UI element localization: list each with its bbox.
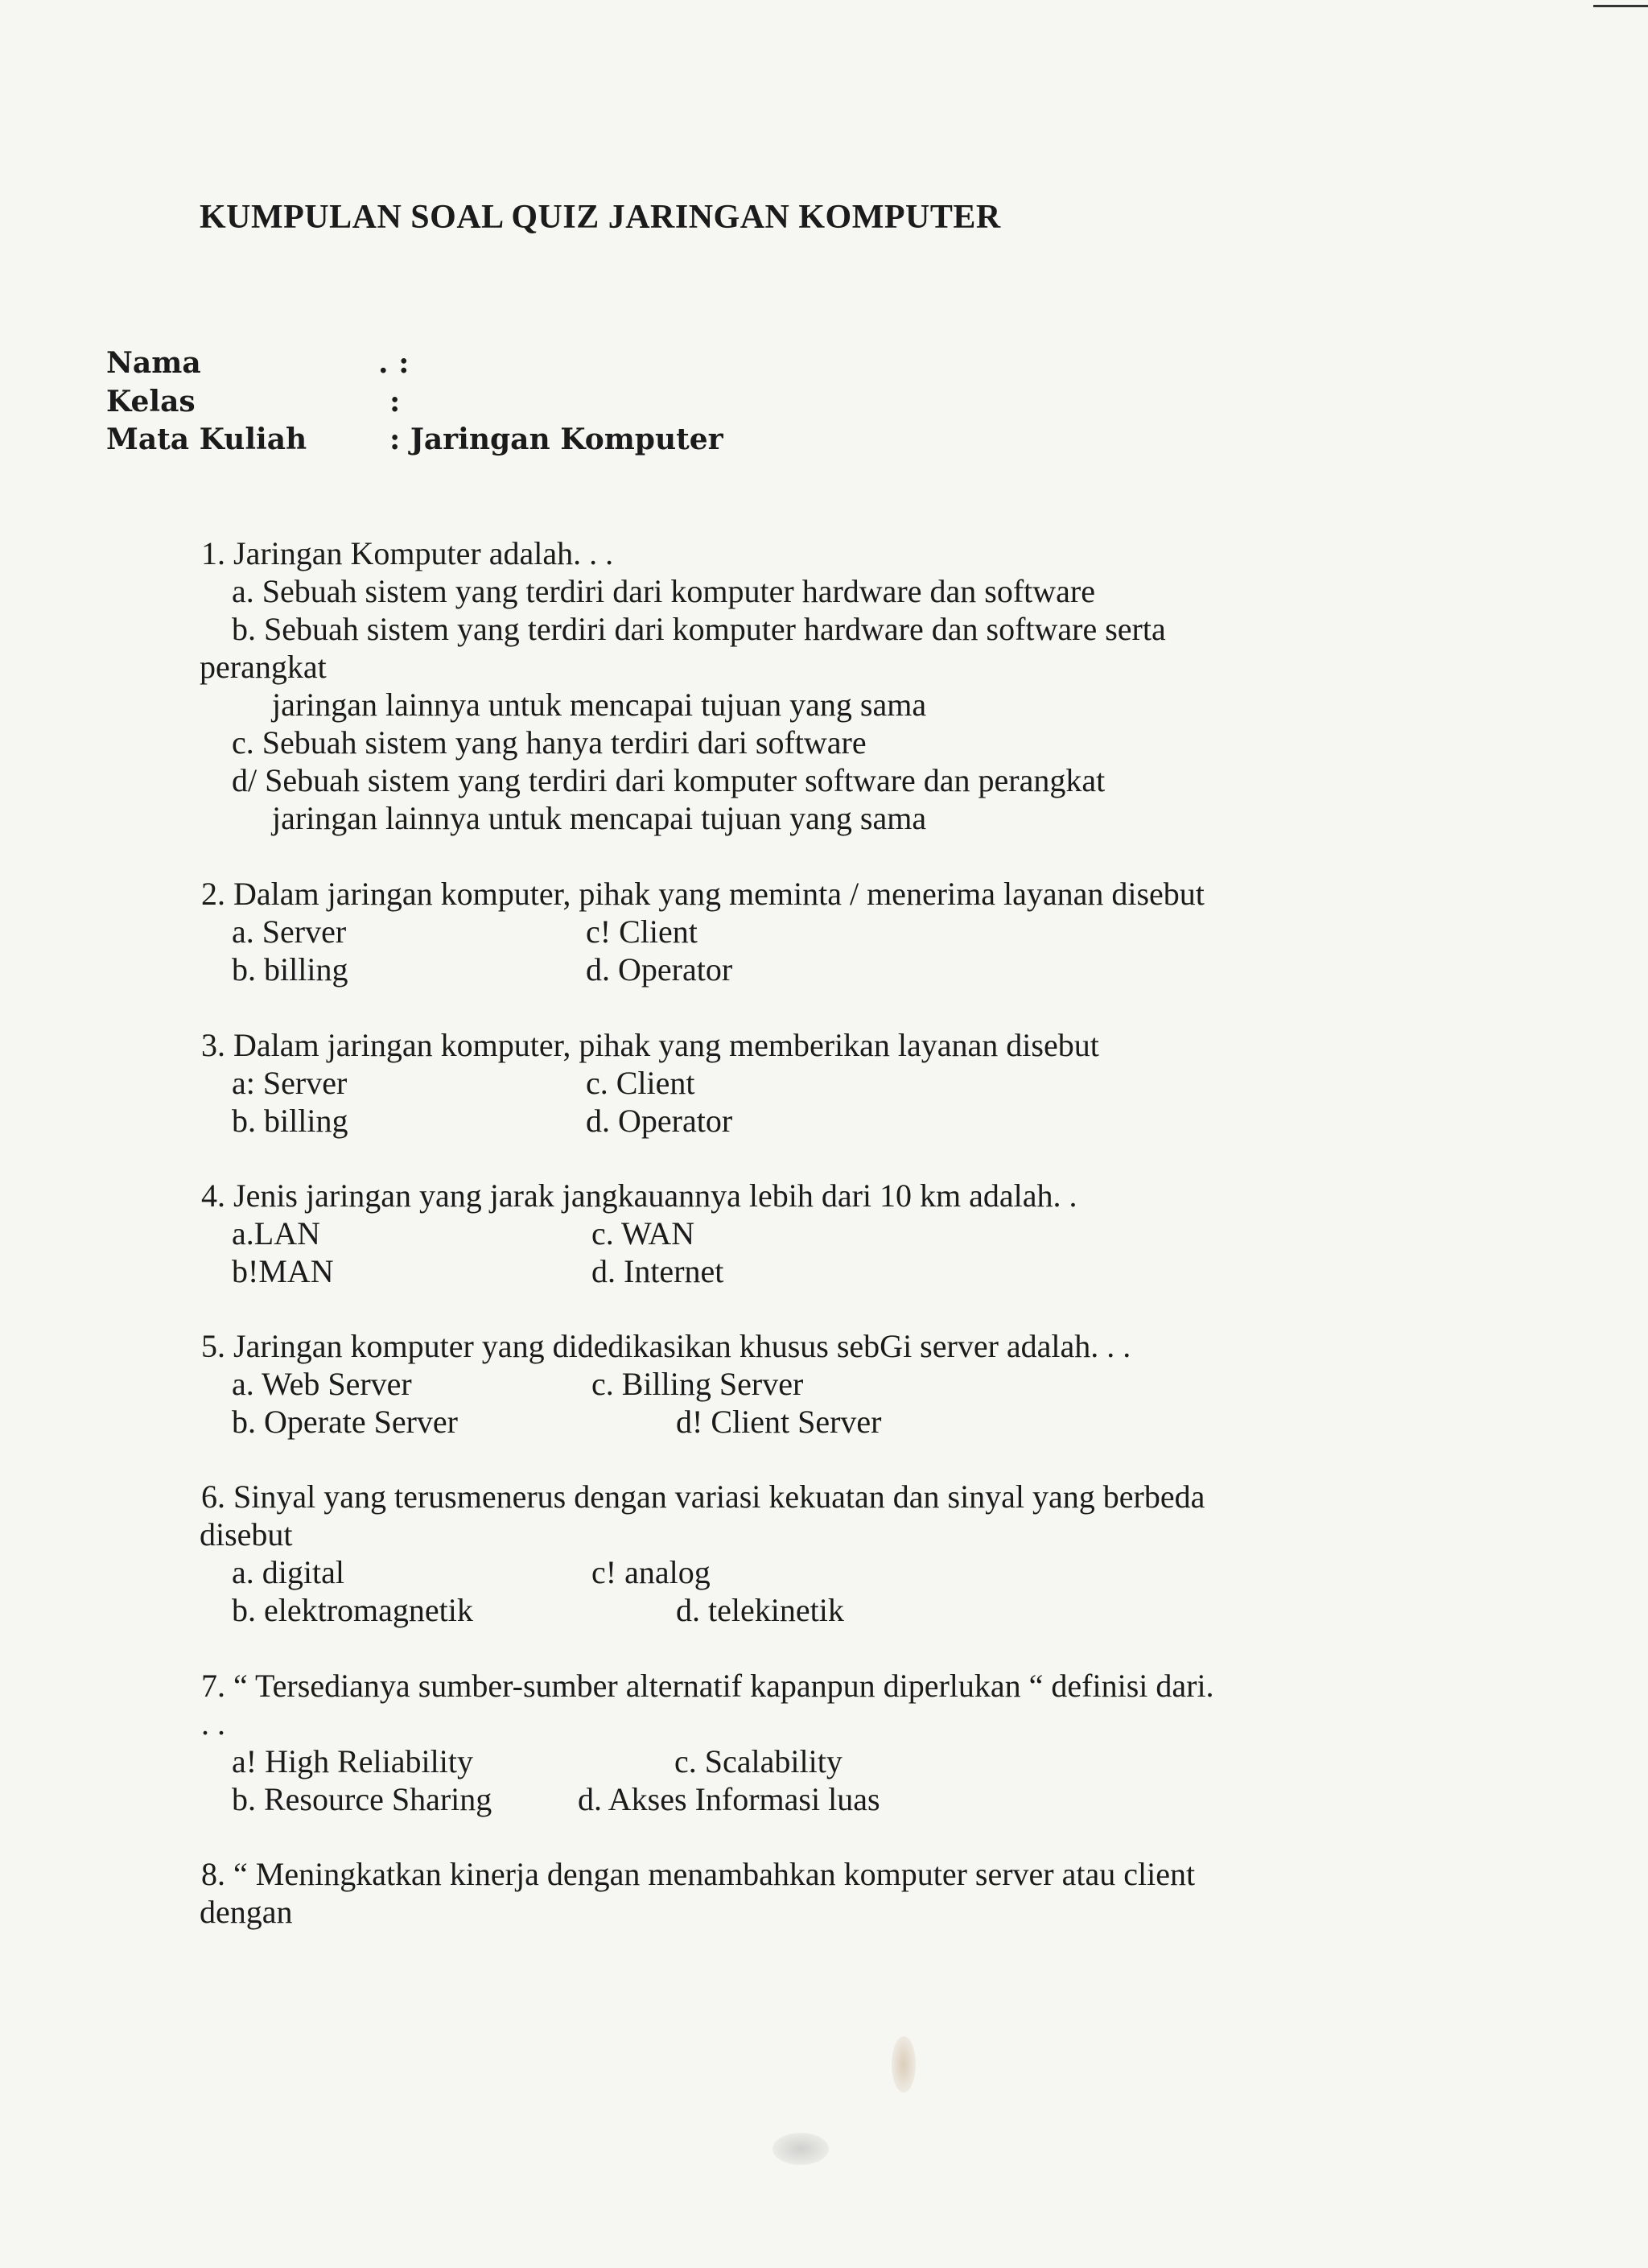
q1-option-d: d/ Sebuah sistem yang terdiri dari komputer software dan perangkat bbox=[232, 762, 1106, 798]
page-title: KUMPULAN SOAL QUIZ JARINGAN KOMPUTER bbox=[200, 199, 1001, 236]
q1-option-b-cont: jaringan lainnya untuk mencapai tujuan yang sama bbox=[272, 687, 927, 723]
question-3: 3. Dalam jaringan komputer, pihak yang memberikan layanan disebut bbox=[201, 1027, 1099, 1063]
q1-option-a: a. Sebuah sistem yang terdiri dari komputer hardware dan software bbox=[232, 573, 1095, 609]
q3-option-b: b. billing bbox=[232, 1103, 348, 1139]
q5-option-d: d! Client Server bbox=[676, 1404, 882, 1440]
q6-option-a: a. digital bbox=[232, 1554, 344, 1590]
info-label: Kelas bbox=[106, 385, 196, 419]
q5-option-b: b. Operate Server bbox=[232, 1404, 458, 1440]
question-5: 5. Jaringan komputer yang didedikasikan khusus sebGi server adalah. . . bbox=[201, 1328, 1131, 1364]
scan-edge-mark bbox=[1593, 5, 1648, 7]
q4-option-c: c. WAN bbox=[591, 1215, 695, 1252]
q3-option-d: d. Operator bbox=[586, 1103, 733, 1139]
q3-option-c: c. Client bbox=[586, 1065, 695, 1101]
question-7-wrap: . . bbox=[201, 1705, 225, 1742]
question-6: 6. Sinyal yang terusmenerus dengan variasi kekuatan dan sinyal yang berbeda bbox=[201, 1478, 1205, 1515]
info-value: : bbox=[389, 385, 401, 419]
q1-option-b: b. Sebuah sistem yang terdiri dari komputer hardware dan software serta bbox=[232, 611, 1166, 647]
question-6-wrap: disebut bbox=[200, 1516, 293, 1553]
question-8-wrap: dengan bbox=[200, 1894, 293, 1930]
info-value: . : bbox=[378, 346, 410, 380]
q7-option-a: a! High Reliability bbox=[232, 1743, 473, 1779]
q3-option-a: a: Server bbox=[232, 1065, 348, 1101]
q1-option-d-cont: jaringan lainnya untuk mencapai tujuan yang sama bbox=[272, 800, 927, 836]
question-7: 7. “ Tersedianya sumber-sumber alternatif kapanpun diperlukan “ definisi dari. bbox=[201, 1668, 1214, 1704]
question-1: 1. Jaringan Komputer adalah. . . bbox=[201, 535, 614, 571]
q7-option-c: c. Scalability bbox=[674, 1743, 843, 1779]
info-value: : Jaringan Komputer bbox=[389, 423, 723, 456]
q6-option-b: b. elektromagnetik bbox=[232, 1592, 473, 1628]
q2-option-d: d. Operator bbox=[586, 951, 733, 988]
paper-stain bbox=[892, 2036, 916, 2093]
q6-option-c: c! analog bbox=[591, 1554, 711, 1590]
q6-option-d: d. telekinetik bbox=[676, 1592, 844, 1628]
q5-option-c: c. Billing Server bbox=[591, 1366, 804, 1402]
q2-option-a: a. Server bbox=[232, 913, 347, 950]
q2-option-c: c! Client bbox=[586, 913, 698, 950]
paper-smudge bbox=[772, 2133, 829, 2165]
q7-option-d: d. Akses Informasi luas bbox=[578, 1781, 880, 1817]
q4-option-b: b!MAN bbox=[232, 1253, 334, 1289]
q4-option-d: d. Internet bbox=[591, 1253, 724, 1289]
info-label: Nama bbox=[106, 346, 201, 380]
q7-option-b: b. Resource Sharing bbox=[232, 1781, 492, 1817]
info-label: Mata Kuliah bbox=[106, 423, 307, 456]
question-4: 4. Jenis jaringan yang jarak jangkauannya lebih dari 10 km adalah. . bbox=[201, 1177, 1077, 1214]
q1-option-c: c. Sebuah sistem yang hanya terdiri dari software bbox=[232, 724, 867, 761]
question-2: 2. Dalam jaringan komputer, pihak yang meminta / menerima layanan disebut bbox=[201, 876, 1205, 912]
question-8: 8. “ Meningkatkan kinerja dengan menambahkan komputer server atau client bbox=[201, 1856, 1196, 1892]
q4-option-a: a.LAN bbox=[232, 1215, 320, 1252]
q1-option-b-wrap: perangkat bbox=[200, 649, 327, 685]
q2-option-b: b. billing bbox=[232, 951, 348, 988]
q5-option-a: a. Web Server bbox=[232, 1366, 412, 1402]
